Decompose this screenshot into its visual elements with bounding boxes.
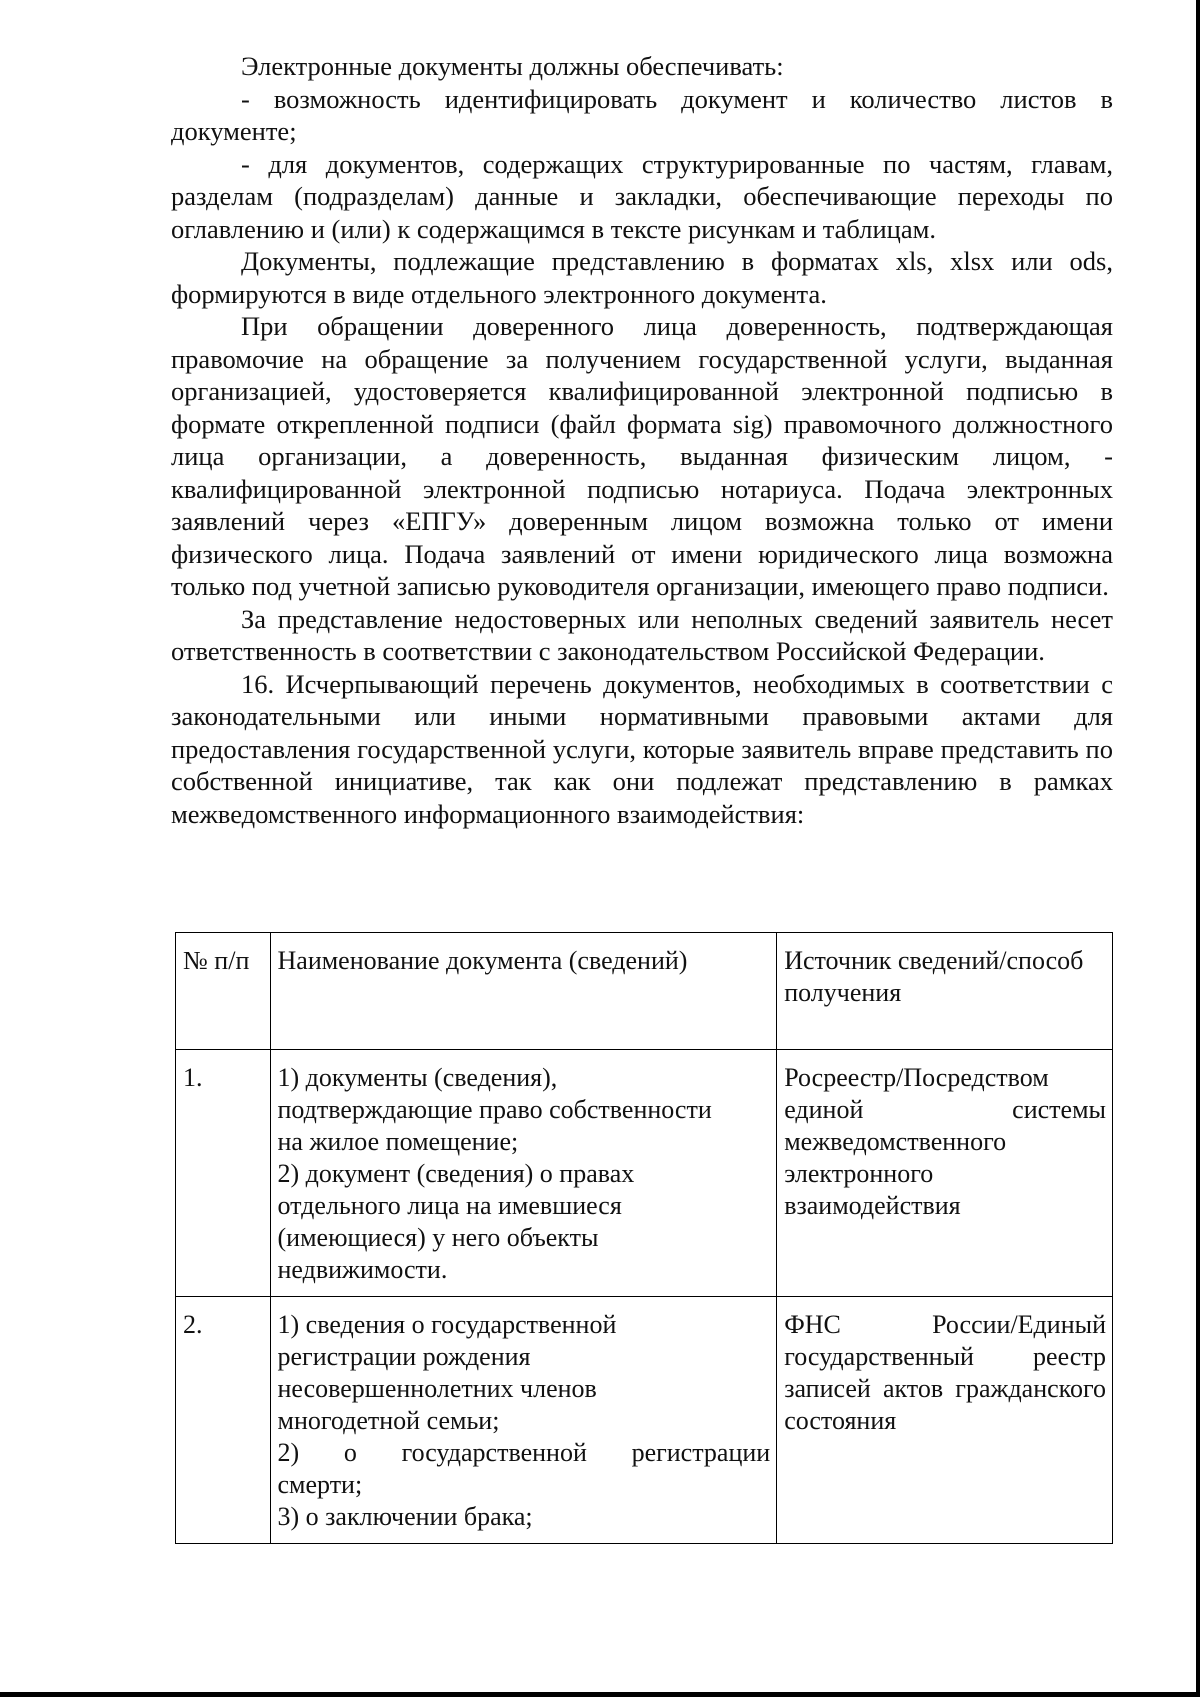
- paragraph: Электронные документы должны обеспечивать:: [241, 51, 784, 81]
- table-row: [176, 1050, 1113, 1297]
- scan-edge-right: [1196, 0, 1200, 1697]
- paragraph: За представление недостоверных или неполных сведений заявитель несет ответственность в соответствии с законодательством Российской Федерации.: [171, 603, 1113, 666]
- name-line: смерти;: [277, 1470, 363, 1499]
- row-number: 2.: [176, 1297, 271, 1544]
- paragraph: Документы, подлежащие представлению в форматах xls, xlsx или ods, формируются в виде отдельного электронного документа.: [171, 246, 1113, 309]
- row-source: ФНС России/Единый государственный реестр записей актов гражданского состояния: [777, 1297, 1113, 1544]
- row-document-name: [270, 1050, 777, 1297]
- paragraph: - для документов, содержащих структурированные по частям, главам, разделам (подразделам) данные и закладки, обеспечивающие переходы по оглавлению и (или) к содержащимся в тексте рисункам и таблицам.: [171, 148, 1113, 244]
- name-line: 2) о государственной регистрации: [277, 1438, 771, 1467]
- name-line: регистрации рождения: [277, 1342, 531, 1371]
- name-line: 1) сведения о государственной: [277, 1310, 617, 1339]
- header-source: Источник сведений/способ получения: [777, 933, 1113, 1050]
- name-line: недвижимости.: [277, 1255, 448, 1284]
- name-line: 1) документы (сведения),: [277, 1063, 558, 1092]
- table-row: [176, 1297, 1113, 1544]
- paragraph: При обращении доверенного лица доверенность, подтверждающая правомочие на обращение за получением государственной услуги, выданная организацией, удостоверяется квалифицированной электронной подписью в формате открепленной подписи (файл формата sig) правомочного должностного лица организации, а доверенность, выданная физическим лицом, - квалифицированной электронной подписью нотариуса. Подача электронных заявлений через «ЕПГУ» доверенным лицом возможна только от имени физического лица. Подача заявлений от имени юридического лица возможна только под учетной записью руководителя организации, имеющего право подписи.: [171, 311, 1113, 601]
- body-text: [171, 50, 1113, 830]
- table-header-row: [176, 933, 1113, 1050]
- name-line: 3) о заключении брака;: [277, 1502, 533, 1531]
- paragraph: - возможность идентифицировать документ и количество листов в документе;: [171, 83, 1113, 146]
- name-line: 2) документ (сведения) о правах: [277, 1159, 635, 1188]
- header-document-name: Наименование документа (сведений): [270, 933, 777, 1050]
- header-number: № п/п: [176, 933, 271, 1050]
- name-line: на жилое помещение;: [277, 1127, 519, 1156]
- scan-edge-bottom: [0, 1692, 1200, 1697]
- name-line: подтверждающие право собственности: [277, 1095, 712, 1124]
- documents-table: [175, 932, 1113, 1544]
- row-number: 1.: [176, 1050, 271, 1297]
- name-line: отдельного лица на имевшиеся: [277, 1191, 622, 1220]
- row-source: Росреестр/Посредством единой системы межведомственного электронного взаимодействия: [777, 1050, 1113, 1297]
- paragraph: 16. Исчерпывающий перечень документов, необходимых в соответствии с законодательными или иными нормативными правовыми актами для предоставления государственной услуги, которые заявитель вправе представить по собственной инициативе, так как они подлежат представлению в рамках межведомственного информационного взаимодействия:: [171, 668, 1113, 829]
- name-line: многодетной семьи;: [277, 1406, 500, 1435]
- row-document-name: [270, 1297, 777, 1544]
- name-line: (имеющиеся) у него объекты: [277, 1223, 599, 1252]
- name-line: несовершеннолетних членов: [277, 1374, 597, 1403]
